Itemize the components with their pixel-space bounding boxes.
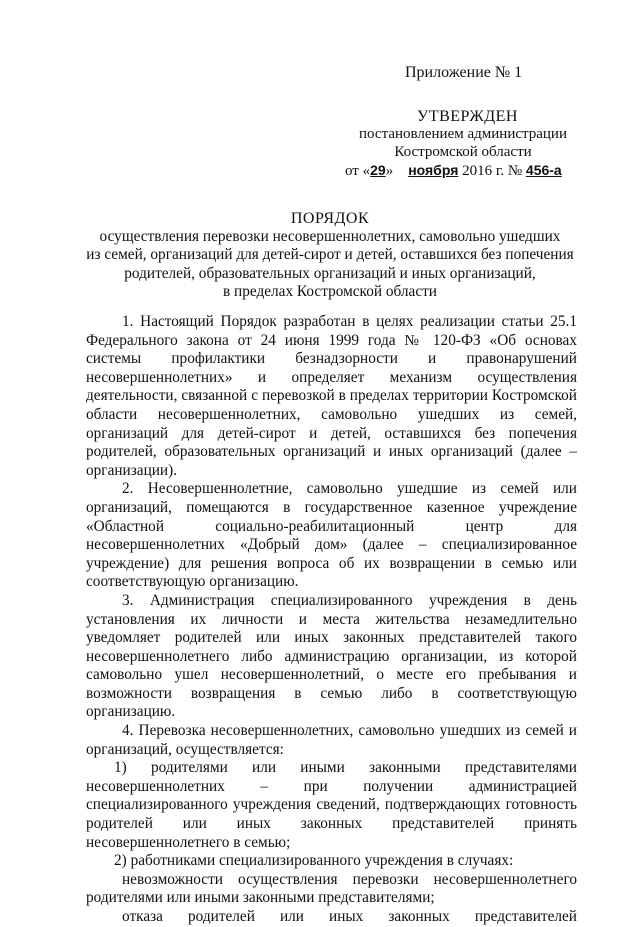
appendix-label: Приложение № 1 — [405, 64, 523, 81]
decree-line-2: Костромской области — [394, 144, 532, 160]
subtitle-line: осуществления перевозки несовершеннолетних, самовольно ушедших — [99, 228, 561, 245]
paragraph-4: 4. Перевозка несовершеннолетних, самовольно ушедших из семей и организаций, осуществляется: — [86, 722, 577, 758]
document-subtitle — [60, 228, 600, 302]
paragraph-1: 1. Настоящий Порядок разработан в целях реализации статьи 25.1 Федерального закона от 24 июня 1999 года № 120-ФЗ «Об основах системы профилактики безнадзорности и правонарушений несовершеннолетних» и определяет механизм осуществления деятельности, связанной с перевозкой в пределах территории Костромской области несовершеннолетних, самовольно ушедших из семей, организаций для детей-сирот и детей, оставшихся без попечения родителей, образовательных организаций и иных организаций (далее – организации). — [86, 313, 577, 479]
subtitle-line: в пределах Костромской области — [223, 283, 437, 301]
date-prefix: от « — [345, 163, 371, 179]
paragraph-4-item-2: 2) работниками специализированного учреждения в случаях: — [114, 852, 514, 870]
approved-heading: УТВЕРЖДЕН — [417, 108, 518, 125]
paragraph-4-item-2-case-1: невозможности осуществления перевозки несовершеннолетнего родителями или иными законными представителями; — [86, 870, 577, 907]
date-month: ноября — [408, 162, 459, 178]
date-day: 29 — [370, 162, 386, 178]
paragraph-2: 2. Несовершеннолетние, самовольно ушедшие из семей или организаций, помещаются в государственное казенное учреждение «Областной социально-реабилитационный центр для несовершеннолетних «Добрый дом» (далее – специализированное учреждение) для решения вопроса об их возвращении в семью или соответствующую организацию. — [86, 480, 577, 591]
paragraph-3: 3. Администрация специализированного учреждения в день установления их личности и места жительства незамедлительно уведомляет родителей или иных законных представителей такого несовершеннолетнего либо администрацию организации, из которой самовольно ушел несовершеннолетний, о месте его пребывания и возможности возвращения в семью либо в соответствующую организацию. — [86, 591, 577, 721]
decree-block — [338, 125, 588, 161]
date-mid: » — [385, 163, 394, 179]
paragraph-4-item-2-case-2: отказа родителей или иных законных представителей — [122, 908, 577, 925]
subtitle-line: родителей, образовательных организаций и иных организаций, — [124, 264, 536, 282]
subtitle-line: из семей, организаций для детей-сирот и детей, оставшихся без попечения — [86, 246, 574, 264]
document-body — [86, 313, 577, 927]
decree-line-1: постановлением администрации — [359, 126, 567, 142]
date-year: 2016 г. № — [462, 163, 523, 179]
decree-number: 456-а — [525, 162, 562, 178]
decree-date-line — [345, 162, 562, 180]
document-title: ПОРЯДОК — [290, 210, 370, 227]
paragraph-4-item-1: 1) родителями или иными законными представителями несовершеннолетних – при получении администрацией специализированного учреждения сведений, подтверждающих готовность родителей или иных законных представителей принять несовершеннолетнего в семью; — [86, 759, 577, 851]
